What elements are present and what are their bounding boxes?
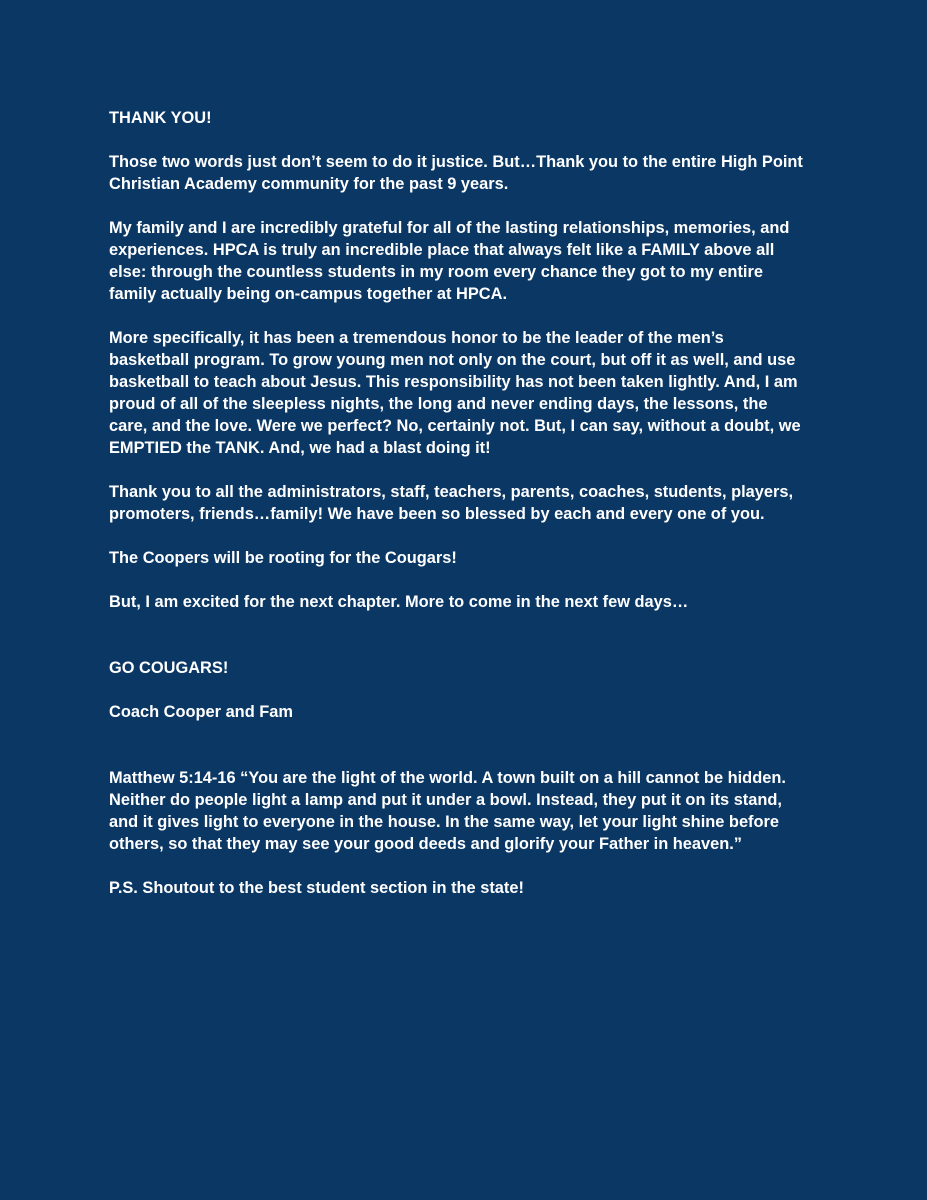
paragraph-gratitude: Thank you to all the administrators, staff, teachers, parents, coaches, students, players, promoters, friends…family! We have been so blessed by each and every one of you. (109, 483, 794, 523)
sign-off-cheer: GO COUGARS! (109, 659, 229, 677)
bible-verse: Matthew 5:14-16 “You are the light of the world. A town built on a hill cannot be hidden. Neither do people light a lamp and put it under a bowl. Instead, they put it on its stand, and it gives light to everyone in the house. In the same way, let your light shine before others, so that they may see your good deeds and glorify your Father in heaven.” (109, 769, 786, 853)
paragraph-thanks: Those two words just don’t seem to do it justice. But…Thank you to the entire High Point Christian Academy community for the past 9 years. (109, 153, 803, 193)
sign-off-signature: Coach Cooper and Fam (109, 703, 293, 721)
paragraph-rooting: The Coopers will be rooting for the Cougars! (109, 549, 457, 567)
paragraph-basketball: More specifically, it has been a tremendous honor to be the leader of the men’s basketball program. To grow young men not only on the court, but off it as well, and use basketball to teach about Jesus. This responsibility has not been taken lightly. And, I am proud of all of the sleepless nights, the long and never ending days, the lessons, the care, and the love. Were we perfect? No, certainly not. But, I can say, without a doubt, we EMPTIED the TANK. And, we had a blast doing it! (109, 329, 801, 457)
letter-heading: THANK YOU! (109, 109, 212, 127)
paragraph-next-chapter: But, I am excited for the next chapter. More to come in the next few days… (109, 593, 689, 611)
paragraph-family: My family and I are incredibly grateful for all of the lasting relationships, memories, and experiences. HPCA is truly an incredible place that always felt like a FAMILY above all else: through the countless students in my room every chance they got to my entire family actually being on-campus together at HPCA. (109, 219, 790, 303)
postscript: P.S. Shoutout to the best student section in the state! (109, 879, 524, 897)
sign-off (109, 635, 867, 745)
